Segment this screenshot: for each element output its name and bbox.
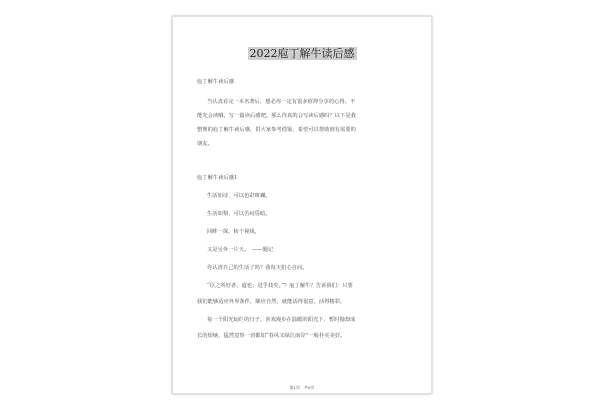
poem-line: 生活如梨，可以苦闷昏暗。 <box>207 211 271 217</box>
body-line: 我们能够适应外界条件，顺应自然，就能活得很意，活得精彩。 <box>197 299 346 305</box>
section-title: 庖丁解牛读后感1 <box>197 175 238 181</box>
poem-line: 又是另外一片天。 ——题记 <box>207 247 274 253</box>
body-line: 每一个阳光灿烂的日子，喜欢漫步在温暖的阳光下，暂时抛却成 <box>207 317 356 323</box>
document-page <box>172 16 432 394</box>
poem-line: 生活如诗，可以色彩斑斓。 <box>207 193 271 199</box>
intro-line: 整理的庖丁解牛读后感，供大家参考借鉴，希望可以帮助到有需要的 <box>197 127 356 133</box>
intro-line: 当认真看完一本名著后，想必你一定有很多值得分享的心得，不 <box>207 99 356 105</box>
poem-line: 回眸一探，转个视线， <box>207 229 260 235</box>
intro-line: 能光会读哦，写一篇读后感吧。那么你真的会写读后感吗？以下是我 <box>197 113 356 119</box>
body-line: 长的烦恼，猛然觉察一切都如“春风又绿江南岸”一般朴实美好。 <box>197 333 346 339</box>
body-line: 你认清自己的生活了吗？我每天扪心自问。 <box>207 265 308 271</box>
page-footer: 第1页 共8页 <box>289 385 315 390</box>
document-title: 2022庖丁解牛读后感 <box>249 47 355 60</box>
intro-line: 朋友。 <box>197 141 213 147</box>
body-line: “臣之所好者，道也；进乎技矣。”？庖丁解牛？告诉我们：只要 <box>207 283 353 289</box>
subtitle: 庖丁解牛读后感 <box>197 79 235 85</box>
